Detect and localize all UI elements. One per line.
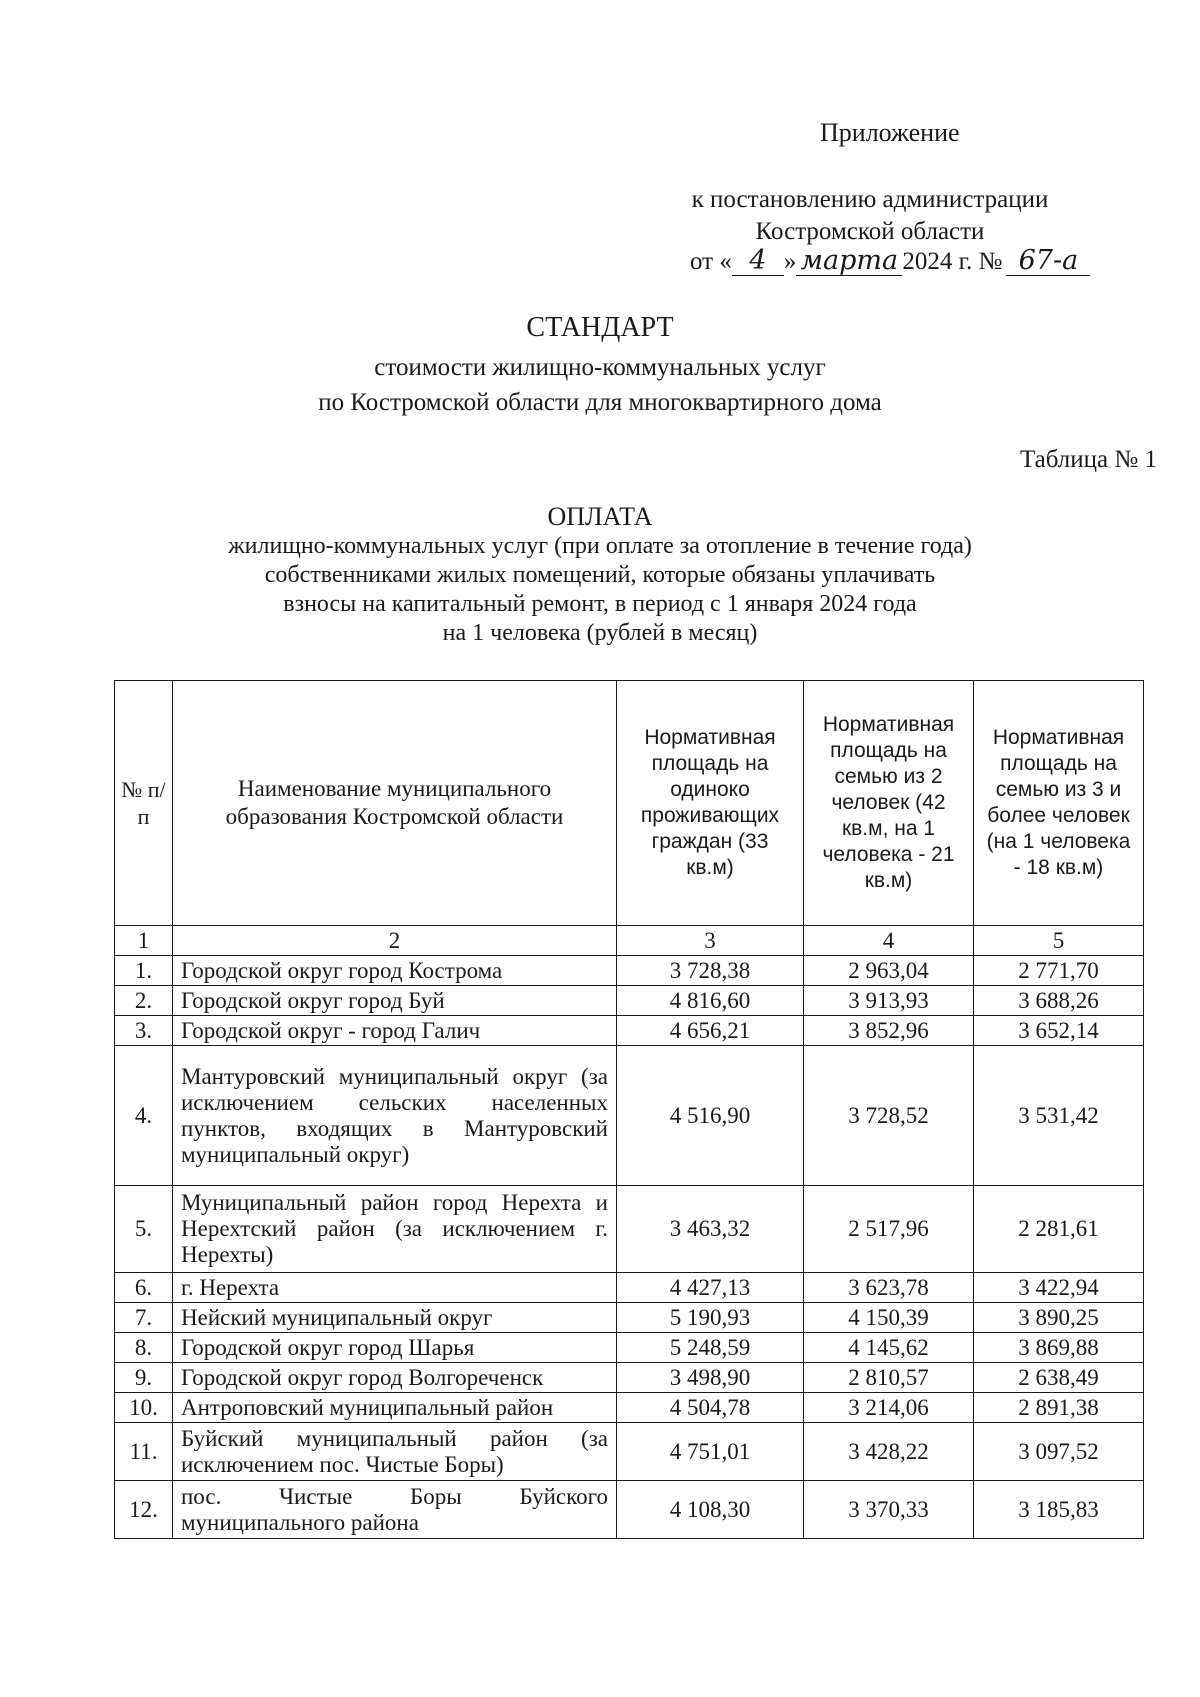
payment-subtitle	[0, 532, 1200, 648]
index-cell: 1	[115, 926, 173, 956]
payment-line-2: собственниками жилых помещений, которые обязаны уплачивать	[264, 562, 936, 588]
header-col5: Нормативная площадь на семью из 3 и более человек (на 1 человека - 18 кв.м)	[974, 681, 1144, 926]
decree-number-handwritten: 67-а	[1006, 247, 1090, 276]
decree-reference	[640, 184, 1100, 248]
index-cell: 4	[804, 926, 974, 956]
municipality-name: Нейский муниципальный округ	[173, 1303, 617, 1333]
index-cell: 3	[617, 926, 804, 956]
value-2-persons: 3 428,22	[804, 1423, 974, 1481]
table-row	[115, 986, 1144, 1016]
row-number: 4.	[115, 1046, 173, 1186]
table-row	[115, 1423, 1144, 1481]
payment-line-1: жилищно-коммунальных услуг (при оплате за отопление в течение года)	[228, 533, 972, 559]
date-prefix: от «	[690, 248, 732, 275]
payment-line-3: взносы на капитальный ремонт, в период с 1 января 2024 года	[283, 591, 917, 617]
value-33sqm: 5 190,93	[617, 1303, 804, 1333]
value-33sqm: 3 498,90	[617, 1363, 804, 1393]
value-3-plus-persons: 3 422,94	[974, 1273, 1144, 1303]
value-3-plus-persons: 2 638,49	[974, 1363, 1144, 1393]
municipality-name: Городской округ город Буй	[173, 986, 617, 1016]
payment-title: ОПЛАТА	[547, 502, 653, 531]
value-3-plus-persons: 2 771,70	[974, 956, 1144, 986]
municipality-name: Муниципальный район город Нерехта и Нерехтский район (за исключением г. Нерехты)	[173, 1186, 617, 1273]
value-3-plus-persons: 3 869,88	[974, 1333, 1144, 1363]
value-33sqm: 4 504,78	[617, 1393, 804, 1423]
value-3-plus-persons: 3 531,42	[974, 1046, 1144, 1186]
value-2-persons: 3 214,06	[804, 1393, 974, 1423]
appendix-label: Приложение	[820, 118, 960, 147]
municipality-name: Мантуровский муниципальный округ (за исключением сельских населенных пунктов, входящих в Мантуровский муниципальный округ)	[173, 1046, 617, 1186]
value-2-persons: 3 728,52	[804, 1046, 974, 1186]
date-year: 2024 г. №	[902, 248, 1003, 275]
municipality-name: Городской округ город Шарья	[173, 1333, 617, 1363]
value-33sqm: 4 751,01	[617, 1423, 804, 1481]
table-row	[115, 1016, 1144, 1046]
value-33sqm: 3 728,38	[617, 956, 804, 986]
value-33sqm: 4 656,21	[617, 1016, 804, 1046]
value-2-persons: 2 810,57	[804, 1363, 974, 1393]
table-row	[115, 1273, 1144, 1303]
value-33sqm: 5 248,59	[617, 1333, 804, 1363]
value-2-persons: 2 963,04	[804, 956, 974, 986]
table-row	[115, 956, 1144, 986]
municipality-name: Антроповский муниципальный район	[173, 1393, 617, 1423]
value-2-persons: 3 370,33	[804, 1481, 974, 1539]
row-number: 6.	[115, 1273, 173, 1303]
header-col3: Нормативная площадь на одиноко проживающих граждан (33 кв.м)	[617, 681, 804, 926]
row-number: 12.	[115, 1481, 173, 1539]
row-number: 7.	[115, 1303, 173, 1333]
value-33sqm: 4 816,60	[617, 986, 804, 1016]
index-cell: 5	[974, 926, 1144, 956]
header-num: № п/п	[115, 681, 173, 926]
value-3-plus-persons: 3 185,83	[974, 1481, 1144, 1539]
header-col4: Нормативная площадь на семью из 2 человек (42 кв.м, на 1 человека - 21 кв.м)	[804, 681, 974, 926]
standard-subtitle-line-1: стоимости жилищно-коммунальных услуг	[374, 354, 826, 381]
payment-line-4: на 1 человека (рублей в месяц)	[442, 620, 758, 646]
value-3-plus-persons: 2 891,38	[974, 1393, 1144, 1423]
value-3-plus-persons: 3 097,52	[974, 1423, 1144, 1481]
table-row	[115, 1393, 1144, 1423]
value-3-plus-persons: 2 281,61	[974, 1186, 1144, 1273]
standard-subtitle	[0, 350, 1200, 420]
row-number: 8.	[115, 1333, 173, 1363]
value-2-persons: 4 150,39	[804, 1303, 974, 1333]
row-number: 2.	[115, 986, 173, 1016]
value-33sqm: 3 463,32	[617, 1186, 804, 1273]
municipality-name: Буйский муниципальный район (за исключением пос. Чистые Боры)	[173, 1423, 617, 1481]
value-33sqm: 4 516,90	[617, 1046, 804, 1186]
payment-table	[114, 680, 1144, 1539]
municipality-name: Городской округ город Волгореченск	[173, 1363, 617, 1393]
decree-date	[690, 247, 1090, 276]
value-2-persons: 3 913,93	[804, 986, 974, 1016]
municipality-name: пос. Чистые Боры Буйского муниципального района	[173, 1481, 617, 1539]
row-number: 11.	[115, 1423, 173, 1481]
table-row	[115, 1046, 1144, 1186]
standard-title: СТАНДАРТ	[526, 312, 674, 343]
value-3-plus-persons: 3 688,26	[974, 986, 1144, 1016]
date-mid: »	[783, 248, 797, 275]
value-2-persons: 4 145,62	[804, 1333, 974, 1363]
row-number: 5.	[115, 1186, 173, 1273]
table-row	[115, 1303, 1144, 1333]
decree-line-2: Костромской области	[755, 218, 985, 245]
date-month-handwritten: марта	[796, 247, 902, 276]
table-row	[115, 1186, 1144, 1273]
row-number: 1.	[115, 956, 173, 986]
date-day-handwritten: 4	[732, 247, 784, 276]
decree-line-1: к постановлению администрации	[691, 186, 1049, 213]
value-33sqm: 4 108,30	[617, 1481, 804, 1539]
column-index-row	[115, 926, 1144, 956]
row-number: 10.	[115, 1393, 173, 1423]
value-33sqm: 4 427,13	[617, 1273, 804, 1303]
table-row	[115, 1333, 1144, 1363]
row-number: 3.	[115, 1016, 173, 1046]
value-3-plus-persons: 3 890,25	[974, 1303, 1144, 1333]
value-3-plus-persons: 3 652,14	[974, 1016, 1144, 1046]
index-cell: 2	[173, 926, 617, 956]
standard-subtitle-line-2: по Костромской области для многоквартирного дома	[318, 389, 882, 416]
table-row	[115, 1481, 1144, 1539]
value-2-persons: 3 623,78	[804, 1273, 974, 1303]
table-row	[115, 1363, 1144, 1393]
municipality-name: г. Нерехта	[173, 1273, 617, 1303]
header-name: Наименование муниципального образования Костромской области	[173, 681, 617, 926]
table-number: Таблица № 1	[1019, 446, 1157, 473]
municipality-name: Городской округ - город Галич	[173, 1016, 617, 1046]
municipality-name: Городской округ город Кострома	[173, 956, 617, 986]
table-header-row	[115, 681, 1144, 926]
value-2-persons: 3 852,96	[804, 1016, 974, 1046]
row-number: 9.	[115, 1363, 173, 1393]
value-2-persons: 2 517,96	[804, 1186, 974, 1273]
